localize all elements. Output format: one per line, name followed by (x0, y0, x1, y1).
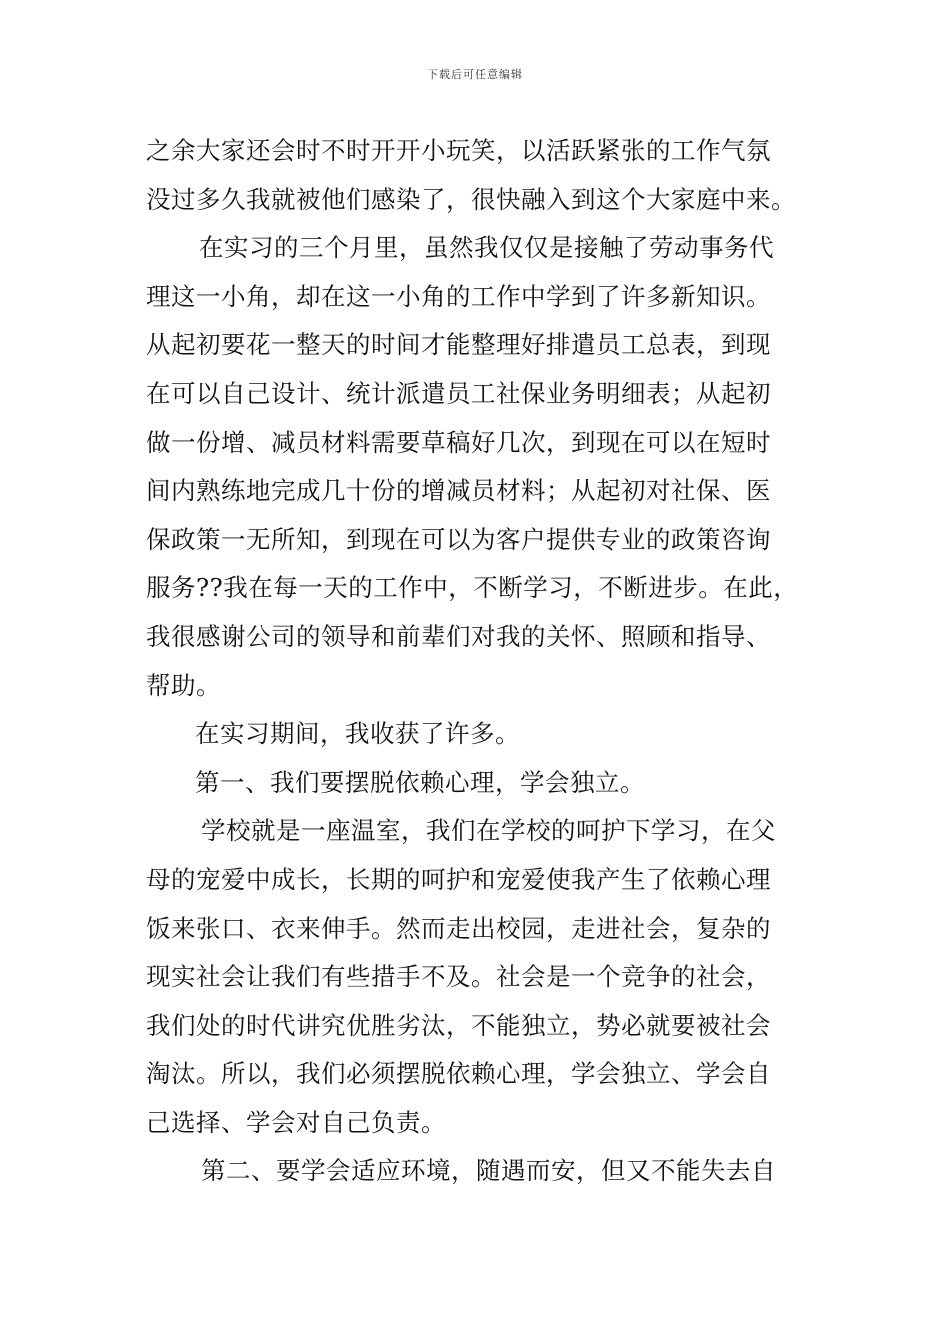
text-line: 母的宠爱中成长，长期的呵护和宠爱使我产生了依赖心理 (146, 864, 771, 894)
text-line: 间内熟练地完成几十份的增减员材料；从起初对社保、医 (146, 476, 771, 506)
text-line: 第一、我们要摆脱依赖心理，学会独立。 (195, 767, 645, 797)
text-line: 保政策一无所知，到现在可以为客户提供专业的政策咨询 (146, 524, 771, 554)
text-line: 理这一小角，却在这一小角的工作中学到了许多新知识。 (146, 281, 771, 311)
text-line: 从起初要花一整天的时间才能整理好排遣员工总表，到现 (146, 330, 771, 360)
text-line: 帮助。 (146, 670, 221, 700)
text-line: 在实习期间，我收获了许多。 (195, 719, 520, 749)
text-line: 我们处的时代讲究优胜劣汰，不能独立，势必就要被社会 (146, 1010, 771, 1040)
text-line: 学校就是一座温室，我们在学校的呵护下学习，在父 (201, 816, 776, 846)
text-line: 没过多久我就被他们感染了，很快融入到这个大家庭中来。 (146, 184, 796, 214)
text-line: 己选择、学会对自己负责。 (146, 1107, 446, 1137)
text-line: 现实社会让我们有些措手不及。社会是一个竞争的社会， (146, 962, 771, 992)
text-line: 在实习的三个月里，虽然我仅仅是接触了劳动事务代 (199, 233, 774, 263)
text-line: 做一份增、减员材料需要草稿好几次，到现在可以在短时 (146, 427, 771, 457)
text-line: 我很感谢公司的领导和前辈们对我的关怀、照顾和指导、 (146, 621, 771, 651)
body-text (146, 127, 826, 1196)
text-line: 饭来张口、衣来伸手。然而走出校园，走进社会，复杂的 (146, 913, 771, 943)
text-line: 之余大家还会时不时开开小玩笑，以活跃紧张的工作气氛 (146, 136, 771, 165)
text-line: 服务??我在每一天的工作中，不断学习，不断进步。在此， (146, 573, 799, 603)
text-line: 在可以自己设计、统计派遣员工社保业务明细表；从起初 (146, 378, 771, 408)
page-header: 下载后可任意编辑 (427, 68, 523, 81)
text-line: 淘汰。所以，我们必须摆脱依赖心理，学会独立、学会自 (146, 1059, 771, 1089)
text-line: 第二、要学会适应环境，随遇而安，但又不能失去自 (201, 1156, 776, 1186)
